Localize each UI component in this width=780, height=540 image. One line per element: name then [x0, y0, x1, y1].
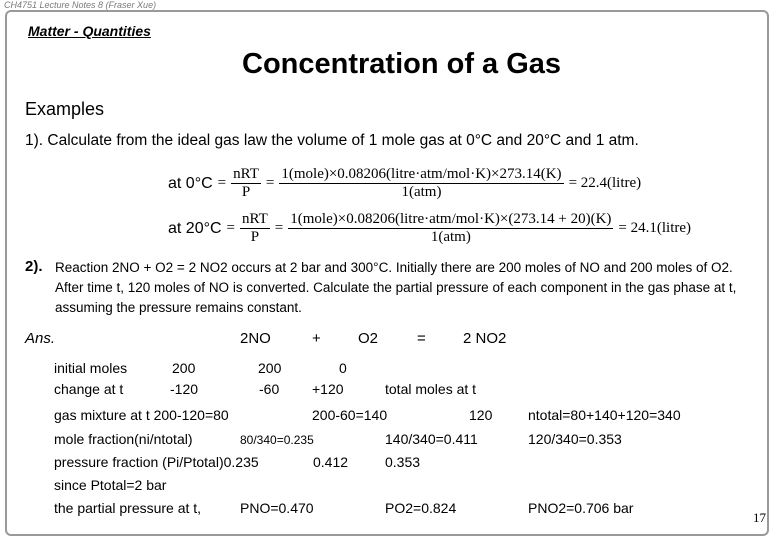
- mixture-o2: 200-60=140: [312, 407, 388, 423]
- slide-title: Concentration of a Gas: [242, 48, 562, 80]
- species-no: 2NO: [240, 330, 271, 347]
- equation-0c-rhs: $\frac{\text{1(mole)×0.08206(litre·atm/mol·K)×273.14(K)}}{\text{1(atm)}}$: [281, 166, 562, 200]
- equation-20c-rhs: $\frac{\text{1(mole)×0.08206(litre·atm/mol·K)×(273.14 + 20)(K)}}{\text{1(atm)}}$: [290, 211, 612, 245]
- pressure-fraction-o2: 0.412: [313, 454, 349, 470]
- since-total-pressure: since Ptotal=2 bar: [54, 477, 167, 493]
- answer-label: Ans.: [25, 330, 56, 347]
- change-label: change at t: [54, 381, 124, 397]
- mole-fraction-label: mole fraction(ni/ntotal): [54, 431, 193, 447]
- equation-0c-label: at 0°C: [168, 174, 213, 192]
- partial-pressure-no: PNO=0.470: [240, 500, 314, 516]
- change-o2: -60: [259, 381, 280, 397]
- lecture-header-note: CH4751 Lecture Notes 8 (Fraser Xue): [4, 0, 157, 10]
- n-total: ntotal=80+140+120=340: [528, 407, 681, 423]
- total-moles-label: total moles at t: [385, 381, 477, 397]
- change-no: -120: [170, 381, 199, 397]
- initial-o2: 200: [258, 360, 282, 376]
- equation-20c: at 20°C = $\frac{\text{nRT}}{P}$ = $\frac{\text{1(mole)×0.08206(litre·atm/mol·K)×(273.14 + 20)(K)}}{\text{1(atm)}}$ = 24.1(litre): [168, 211, 692, 245]
- partial-pressure-label: the partial pressure at t,: [54, 500, 202, 516]
- partial-pressure-o2: PO2=0.824: [385, 500, 457, 516]
- mixture-no2: 120: [469, 407, 493, 423]
- initial-moles-label: initial moles: [54, 360, 128, 376]
- pressure-fraction-no2: 0.353: [385, 454, 421, 470]
- plus-sign: +: [312, 330, 321, 347]
- equation-0c-lhs: $\frac{\text{nRT}}{P}$: [233, 166, 259, 200]
- question-2-number: 2).: [25, 258, 43, 275]
- question-1: 1). Calculate from the ideal gas law the volume of 1 mole gas at 0°C and 20°C and 1 atm.: [25, 132, 639, 149]
- gas-mixture: gas mixture at t 200-120=80: [54, 407, 229, 423]
- equals-sign: =: [417, 330, 426, 347]
- section-heading: Matter - Quantities: [28, 23, 151, 39]
- equation-20c-label: at 20°C: [168, 219, 222, 237]
- species-no2: 2 NO2: [463, 330, 507, 347]
- examples-label: Examples: [25, 99, 105, 119]
- mole-fraction-no2: 120/340=0.353: [528, 431, 622, 447]
- change-no2: +120: [312, 381, 344, 397]
- partial-pressure-no2: PNO2=0.706 bar: [528, 500, 634, 516]
- equation-20c-result: = 24.1(litre): [618, 220, 692, 236]
- equation-0c: at 0°C = $\frac{\text{nRT}}{P}$ = $\frac{\text{1(mole)×0.08206(litre·atm/mol·K)×273.14(K)}}{\text{1(atm)}}$ = 22.4(litre): [168, 166, 642, 200]
- page-number: 17: [753, 510, 766, 525]
- species-o2: O2: [358, 330, 379, 347]
- pressure-fraction-label: pressure fraction (Pi/Ptotal)0.235: [54, 454, 259, 470]
- equation-0c-result: = 22.4(litre): [568, 175, 642, 191]
- mole-fraction-o2: 140/340=0.411: [385, 431, 478, 447]
- mole-fraction-no: 80/340=0.235: [240, 433, 314, 447]
- initial-no: 200: [172, 360, 196, 376]
- question-2-text: Reaction 2NO + O2 = 2 NO2 occurs at 2 bar and 300°C. Initially there are 200 moles of NO and 200 moles of O2. After time t, 120 moles of NO is converted. Calculate the partial pressure of each component in the gas phase at t, assuming the pressure remains constant.: [55, 260, 737, 315]
- equation-20c-lhs: $\frac{\text{nRT}}{P}$: [242, 211, 268, 245]
- initial-no2: 0: [339, 360, 347, 376]
